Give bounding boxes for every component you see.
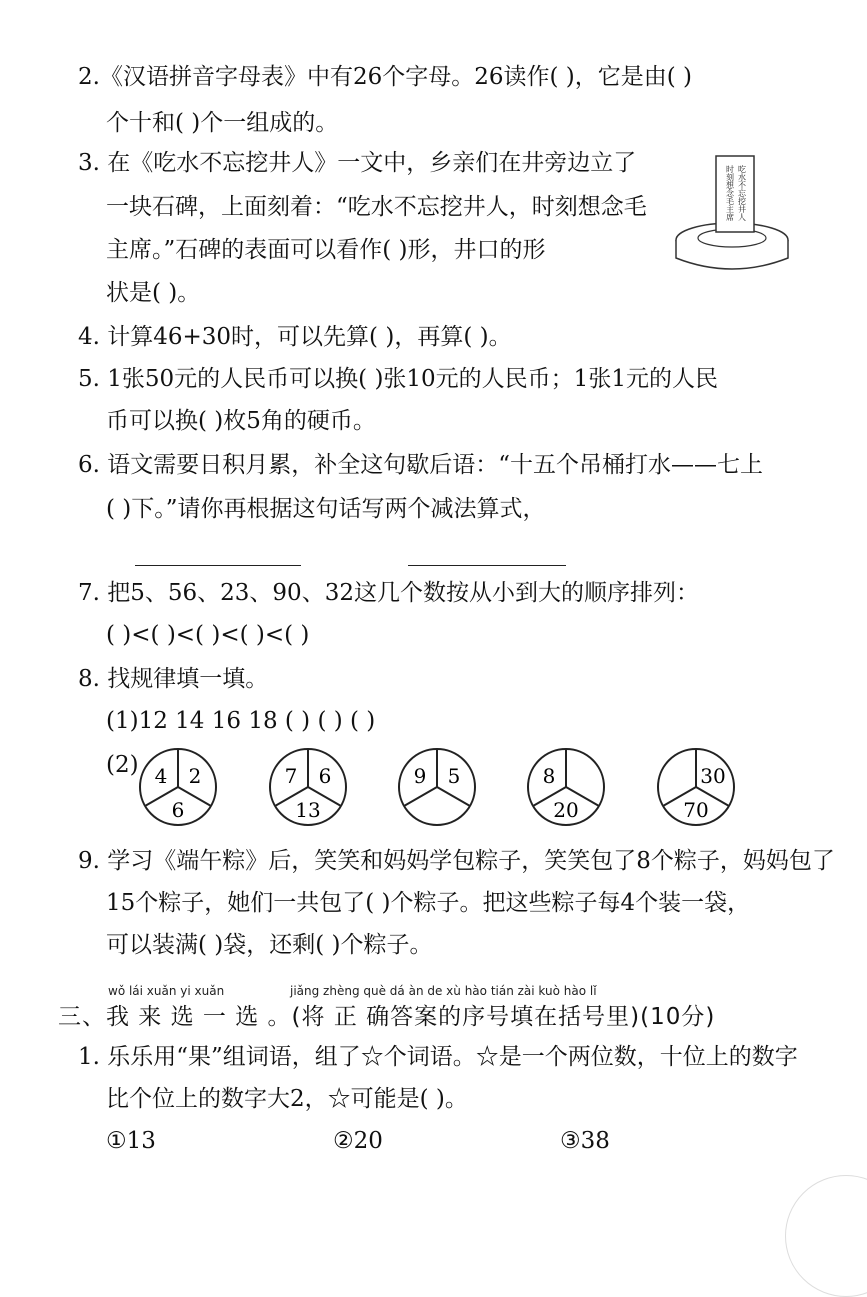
circle-4 (528, 749, 604, 825)
answer-blank-2[interactable] (408, 565, 566, 566)
q7-line1: 7. 把5、56、23、90、32这几个数按从小到大的顺序排列： (78, 580, 699, 606)
circle-4-c: 20 (553, 798, 579, 822)
circle-pattern-row (130, 742, 770, 832)
section3-heading: 三、我 来 选 一 选 。(将 正 确答案的序号填在括号里)(10分) (58, 1004, 716, 1030)
q6-line2: ( )下。”请你再根据这句话写两个减法算式， (106, 496, 546, 522)
option-2[interactable]: ②20 (333, 1128, 383, 1154)
option-3[interactable]: ③38 (560, 1128, 610, 1154)
q9-line3: 可以装满( )袋，还剩( )个粽子。 (106, 932, 433, 958)
stele-col2: 时刻想念毛主席 (725, 165, 735, 221)
circle-1-a: 4 (154, 764, 168, 788)
circle-2-c: 13 (295, 798, 321, 822)
q8-sub2-label: (2) (106, 752, 139, 778)
section3-pinyin-1: wǒ lái xuǎn yi xuǎn (108, 984, 225, 998)
q9-line1: 9. 学习《端午粽》后，笑笑和妈妈学包粽子，笑笑包了8个粽子，妈妈包了 (78, 848, 835, 874)
circle-3 (399, 749, 475, 825)
stone-stele-illustration (672, 150, 792, 275)
page-corner-decoration (785, 1175, 867, 1297)
circle-3-b: 5 (447, 764, 461, 788)
answer-blank-1[interactable] (135, 565, 301, 566)
q9-line2: 15个粽子，她们一共包了( )个粽子。把这些粽子每4个装一袋， (106, 890, 751, 916)
circle-2-b: 6 (318, 764, 332, 788)
q5-line2: 币可以换( )枚5角的硬币。 (106, 408, 376, 434)
q6-line1: 6. 语文需要日积月累，补全这句歇后语：“十五个吊桶打水——七上 (78, 452, 764, 478)
q3-line2: 一块石碑，上面刻着：“吃水不忘挖井人，时刻想念毛 (106, 194, 647, 220)
option-1[interactable]: ①13 (106, 1128, 156, 1154)
circle-5-c: 70 (683, 798, 709, 822)
q3-line4: 状是( )。 (106, 280, 201, 306)
s3-q1-line2: 比个位上的数字大2，☆可能是( )。 (106, 1086, 468, 1112)
q2-line1: 2.《汉语拼音字母表》中有26个字母。26读作( )，它是由( ) (78, 64, 692, 90)
circle-2-a: 7 (284, 764, 298, 788)
stele-col1: 吃水不忘挖井人 (737, 165, 747, 221)
q7-line2: ( )<( )<( )<( )<( ) (106, 622, 310, 648)
circle-1-c: 6 (171, 798, 185, 822)
circle-3-a: 9 (413, 764, 427, 788)
q8-line1: 8. 找规律填一填。 (78, 666, 269, 692)
circle-5 (658, 749, 734, 825)
circle-1 (140, 749, 216, 825)
section3-pinyin-2: jiǎng zhèng què dá àn de xù hào tián zài kuò hào lǐ (290, 984, 597, 998)
circle-5-b: 30 (700, 764, 726, 788)
circle-2 (270, 749, 346, 825)
circle-1-b: 2 (188, 764, 202, 788)
q2-line2: 个十和( )个一组成的。 (106, 110, 339, 136)
q4-line1: 4. 计算46+30时，可以先算( )，再算( )。 (78, 324, 512, 350)
q3-line3: 主席。”石碑的表面可以看作( )形，井口的形 (106, 237, 546, 263)
q5-line1: 5. 1张50元的人民币可以换( )张10元的人民币；1张1元的人民 (78, 366, 718, 392)
q3-line1: 3. 在《吃水不忘挖井人》一文中，乡亲们在井旁边立了 (78, 150, 637, 176)
circle-4-a: 8 (542, 764, 556, 788)
s3-q1-line1: 1. 乐乐用“果”组词语，组了☆个词语。☆是一个两位数，十位上的数字 (78, 1044, 798, 1070)
q8-sub1: (1)12 14 16 18 ( ) ( ) ( ) (106, 708, 376, 734)
